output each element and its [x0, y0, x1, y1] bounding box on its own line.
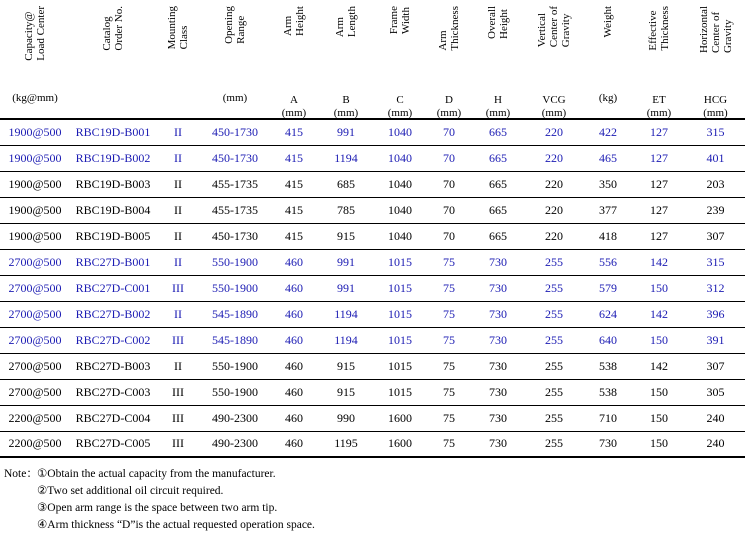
table-cell: III: [172, 332, 184, 347]
table-cell: RBC27D-C005: [75, 436, 151, 451]
header-row: [0, 0, 745, 119]
table-cell: 127: [650, 202, 668, 217]
table-cell: 1600: [388, 410, 412, 425]
table-cell: RBC27D-B001: [75, 254, 151, 269]
table-cell: 127: [650, 176, 668, 191]
table-cell: 665: [489, 202, 507, 217]
table-cell: 203: [706, 176, 725, 191]
table-cell: 255: [545, 358, 563, 373]
column-label: [536, 6, 572, 47]
column-unit-line: (mm): [436, 107, 462, 119]
column-unit: [270, 94, 318, 120]
column-header: [472, 0, 524, 119]
table-cell: 255: [545, 436, 563, 451]
table-cell: 75: [443, 436, 455, 451]
table-cell: 1015: [388, 332, 412, 347]
column-label-line: Effective: [647, 10, 659, 51]
column-label-line: Class: [178, 25, 190, 50]
table-cell: 1015: [388, 254, 412, 269]
table-cell: II: [174, 176, 182, 191]
column-unit: [584, 92, 632, 105]
table-cell: 75: [443, 254, 455, 269]
table-cell: 915: [337, 358, 355, 373]
column-label-line: Width: [400, 7, 412, 35]
table-row: [0, 431, 745, 457]
note-item: ③Open arm range is the space between two arm tip.: [37, 502, 278, 514]
table-cell: 307: [706, 358, 725, 373]
table-cell: 1900@500: [8, 228, 62, 243]
column-unit-line: HCG: [703, 94, 728, 106]
table-cell: 665: [489, 176, 507, 191]
table-cell: 460: [285, 358, 303, 373]
table-cell: 1900@500: [8, 202, 62, 217]
table-cell: 220: [545, 176, 563, 191]
table-row: [0, 327, 745, 353]
table-cell: RBC19D-B004: [75, 202, 151, 217]
table-cell: RBC19D-B001: [75, 124, 151, 139]
column-unit: [524, 94, 584, 120]
column-label-line: Order No.: [113, 6, 125, 51]
table-cell: 710: [599, 410, 617, 425]
column-header: [70, 0, 156, 119]
table-cell: 460: [285, 306, 303, 321]
table-cell: 70: [443, 202, 455, 217]
table-cell: 538: [599, 358, 617, 373]
column-label-line: Weight: [602, 6, 614, 38]
column-header: [200, 0, 270, 119]
table-cell: III: [172, 410, 184, 425]
column-header: [524, 0, 584, 119]
column-label-line: Load Center: [35, 6, 47, 61]
column-label: [223, 6, 247, 44]
table-cell: 545-1890: [212, 332, 258, 347]
table-cell: 396: [706, 306, 725, 321]
table-cell: 991: [337, 254, 355, 269]
table-cell: 127: [650, 150, 668, 165]
table-cell: 75: [443, 410, 455, 425]
table-cell: 455-1735: [212, 176, 258, 191]
table-cell: 460: [285, 280, 303, 295]
column-header: [270, 0, 318, 119]
table-cell: 220: [545, 228, 563, 243]
table-cell: 2700@500: [8, 384, 62, 399]
table-cell: 1015: [388, 280, 412, 295]
column-unit-line: A: [290, 94, 298, 106]
column-unit-line: VCG: [542, 94, 566, 106]
table-row: [0, 249, 745, 275]
table-cell: 75: [443, 358, 455, 373]
table-cell: 550-1900: [212, 280, 258, 295]
table-cell: 240: [706, 410, 725, 425]
table-row: [0, 353, 745, 379]
table-cell: 401: [706, 150, 725, 165]
table-cell: II: [174, 254, 182, 269]
table-cell: 1600: [388, 436, 412, 451]
column-label: [486, 6, 510, 39]
table-cell: RBC27D-C003: [75, 384, 151, 399]
table-cell: III: [172, 280, 184, 295]
table-row: [0, 171, 745, 197]
column-unit-line: (mm): [222, 92, 248, 104]
column-unit: [318, 94, 374, 120]
table-cell: 991: [337, 124, 355, 139]
table-cell: 1194: [334, 306, 358, 321]
table-cell: 1900@500: [8, 124, 62, 139]
table-cell: 730: [489, 410, 507, 425]
table-cell: 255: [545, 332, 563, 347]
column-header: [156, 0, 200, 119]
table-cell: 990: [337, 410, 355, 425]
column-label-line: Gravity: [560, 13, 572, 48]
table-cell: 915: [337, 228, 355, 243]
table-cell: 75: [443, 384, 455, 399]
table-cell: 2200@500: [8, 410, 62, 425]
table-cell: 785: [337, 202, 355, 217]
note-item: ①Obtain the actual capacity from the manufacturer.: [37, 468, 276, 480]
table-cell: 75: [443, 306, 455, 321]
column-label: [282, 6, 306, 36]
column-unit-line: C: [396, 94, 404, 106]
table-row: [0, 119, 745, 145]
notes: [4, 466, 315, 534]
column-header: [584, 0, 632, 119]
table-row: [0, 197, 745, 223]
column-unit-line: (mm): [281, 107, 307, 119]
column-label-line: Vertical: [536, 13, 548, 48]
table-cell: 142: [650, 358, 668, 373]
table-cell: 127: [650, 228, 668, 243]
table-cell: II: [174, 124, 182, 139]
table-cell: 450-1730: [212, 228, 258, 243]
table-row: [0, 145, 745, 171]
column-unit-line: (mm): [703, 107, 728, 119]
table-cell: RBC27D-B003: [75, 358, 151, 373]
table-cell: RBC19D-B002: [75, 150, 151, 165]
table-cell: 538: [599, 384, 617, 399]
table-cell: 2700@500: [8, 254, 62, 269]
table-cell: 255: [545, 384, 563, 399]
column-unit-line: H: [494, 94, 502, 106]
column-header: [374, 0, 426, 119]
table-cell: 640: [599, 332, 617, 347]
table-cell: II: [174, 358, 182, 373]
table-cell: 422: [599, 124, 617, 139]
column-label: [602, 6, 614, 38]
column-unit: [374, 94, 426, 120]
table-cell: 142: [650, 254, 668, 269]
table-cell: 150: [650, 280, 668, 295]
table-cell: 450-1730: [212, 124, 258, 139]
table-body: [0, 119, 745, 457]
table-cell: 70: [443, 124, 455, 139]
table-cell: 220: [545, 150, 563, 165]
column-unit: [632, 94, 686, 120]
table-cell: 685: [337, 176, 355, 191]
table-cell: 391: [706, 332, 725, 347]
column-unit: [686, 94, 745, 120]
table-cell: 415: [285, 124, 303, 139]
table-cell: 255: [545, 410, 563, 425]
note-item: ②Two set additional oil circuit required.: [37, 485, 224, 497]
table-cell: 1040: [388, 150, 412, 165]
table-cell: 142: [650, 306, 668, 321]
table-cell: 460: [285, 332, 303, 347]
table-cell: 550-1900: [212, 358, 258, 373]
table-cell: RBC27D-C002: [75, 332, 151, 347]
table-cell: 1015: [388, 306, 412, 321]
table-cell: 1040: [388, 228, 412, 243]
column-label-line: Arm: [437, 30, 449, 51]
table-cell: 2700@500: [8, 358, 62, 373]
table-cell: 127: [650, 124, 668, 139]
table-cell: 150: [650, 436, 668, 451]
column-unit: [472, 94, 524, 120]
table-cell: 730: [489, 436, 507, 451]
column-label: [23, 6, 47, 61]
table-cell: 75: [443, 332, 455, 347]
column-label-line: Height: [294, 6, 306, 36]
table-cell: 730: [489, 254, 507, 269]
table-cell: 220: [545, 124, 563, 139]
table-cell: III: [172, 384, 184, 399]
table-cell: 1040: [388, 176, 412, 191]
table-cell: 255: [545, 254, 563, 269]
column-label: [334, 6, 358, 37]
column-label-line: Center of: [548, 6, 560, 48]
table-row: [0, 405, 745, 431]
table-cell: 1015: [388, 358, 412, 373]
table-cell: II: [174, 150, 182, 165]
table-cell: II: [174, 306, 182, 321]
table-cell: 579: [599, 280, 617, 295]
column-unit-line: (mm): [646, 107, 672, 119]
column-unit: [426, 94, 472, 120]
table-cell: 2700@500: [8, 280, 62, 295]
table-cell: RBC19D-B005: [75, 228, 151, 243]
column-label-line: Frame: [388, 6, 400, 35]
table-row: [0, 223, 745, 249]
table-cell: 490-2300: [212, 410, 258, 425]
column-unit: [200, 92, 270, 105]
table-cell: 305: [706, 384, 725, 399]
column-label-line: Horizontal: [697, 6, 710, 54]
table-cell: 2700@500: [8, 306, 62, 321]
table-cell: 315: [706, 254, 725, 269]
column-label-line: Overall: [486, 6, 498, 39]
table-cell: 1040: [388, 124, 412, 139]
column-label: [166, 6, 190, 49]
table-cell: II: [174, 228, 182, 243]
table-cell: 307: [706, 228, 725, 243]
table-cell: 730: [599, 436, 617, 451]
column-label: [647, 6, 671, 51]
table-cell: 418: [599, 228, 617, 243]
table-cell: 665: [489, 150, 507, 165]
table-cell: 730: [489, 306, 507, 321]
column-header: [318, 0, 374, 119]
table-cell: RBC27D-C004: [75, 410, 151, 425]
table-cell: 377: [599, 202, 617, 217]
table-cell: 556: [599, 254, 617, 269]
table-cell: 415: [285, 150, 303, 165]
table-cell: 490-2300: [212, 436, 258, 451]
table-cell: 455-1735: [212, 202, 258, 217]
table-cell: 665: [489, 228, 507, 243]
table-cell: 665: [489, 124, 507, 139]
column-unit-line: (kg): [598, 92, 618, 104]
column-label: [101, 6, 125, 51]
column-label-line: Center of: [709, 11, 722, 54]
table-cell: 915: [337, 384, 355, 399]
column-label-line: Gravity: [721, 19, 734, 54]
table-cell: 1900@500: [8, 176, 62, 191]
table-row: [0, 301, 745, 327]
table-cell: 1900@500: [8, 150, 62, 165]
table-cell: 415: [285, 176, 303, 191]
table-cell: 255: [545, 280, 563, 295]
table-cell: 1194: [334, 332, 358, 347]
table-cell: 1015: [388, 384, 412, 399]
table-cell: RBC19D-B003: [75, 176, 151, 191]
column-unit-line: B: [342, 94, 350, 106]
table-cell: 550-1900: [212, 254, 258, 269]
table-cell: 624: [599, 306, 617, 321]
table-cell: 2200@500: [8, 436, 62, 451]
table-cell: RBC27D-C001: [75, 280, 151, 295]
table-cell: 75: [443, 280, 455, 295]
table-cell: 460: [285, 384, 303, 399]
column-label: [437, 6, 461, 51]
column-unit-line: ET: [652, 94, 666, 106]
column-label-line: Thickness: [659, 6, 671, 51]
column-unit-line: D: [445, 94, 453, 106]
column-header: [686, 0, 745, 119]
table-cell: 460: [285, 410, 303, 425]
table-row: [0, 379, 745, 405]
column-label-line: Thickness: [449, 6, 461, 51]
column-label-line: Catalog: [101, 16, 113, 51]
column-unit: [0, 92, 70, 105]
table-cell: 150: [650, 410, 668, 425]
table-cell: 460: [285, 254, 303, 269]
column-label-line: Range: [235, 15, 247, 44]
column-label-line: Length: [346, 6, 358, 38]
table-cell: RBC27D-B002: [75, 306, 151, 321]
table-cell: 450-1730: [212, 150, 258, 165]
table-cell: 150: [650, 332, 668, 347]
table-cell: 1194: [334, 150, 358, 165]
table-cell: 240: [706, 436, 725, 451]
table-cell: 1040: [388, 202, 412, 217]
table-cell: 1195: [334, 436, 358, 451]
table-cell: III: [172, 436, 184, 451]
table-cell: 730: [489, 280, 507, 295]
table-row: [0, 275, 745, 301]
column-label-line: Mounting: [166, 6, 178, 50]
column-label: [698, 6, 734, 53]
table-cell: 255: [545, 306, 563, 321]
note-item: ④Arm thickness “D”is the actual requested operation space.: [37, 519, 315, 531]
column-header: [426, 0, 472, 119]
column-unit-line: (mm): [541, 107, 567, 119]
column-label-line: Capacity@: [23, 11, 35, 61]
table-cell: 460: [285, 436, 303, 451]
column-unit-line: (mm): [387, 107, 413, 119]
table-cell: 220: [545, 202, 563, 217]
table-cell: 70: [443, 228, 455, 243]
column-label-line: Height: [498, 9, 510, 39]
table-cell: 2700@500: [8, 332, 62, 347]
table-cell: 730: [489, 332, 507, 347]
table-cell: 730: [489, 384, 507, 399]
table-cell: II: [174, 202, 182, 217]
table-cell: 312: [706, 280, 725, 295]
table-cell: 350: [599, 176, 617, 191]
table-cell: 239: [706, 202, 725, 217]
table-cell: 70: [443, 150, 455, 165]
table-cell: 415: [285, 202, 303, 217]
table-cell: 415: [285, 228, 303, 243]
column-unit-line: (mm): [333, 107, 359, 119]
column-label-line: Opening: [223, 6, 235, 44]
column-header: [0, 0, 70, 119]
column-label-line: Arm: [334, 17, 346, 38]
column-label-line: Arm: [282, 15, 294, 36]
table-cell: 150: [650, 384, 668, 399]
table-cell: 550-1900: [212, 384, 258, 399]
column-unit-line: (mm): [485, 107, 511, 119]
column-label: [388, 6, 412, 34]
column-header: [632, 0, 686, 119]
table-cell: 465: [599, 150, 617, 165]
table-cell: 315: [706, 124, 725, 139]
table-cell: 545-1890: [212, 306, 258, 321]
table-cell: 730: [489, 358, 507, 373]
table-cell: 991: [337, 280, 355, 295]
table-cell: 70: [443, 176, 455, 191]
note-lead: Note：: [4, 468, 38, 480]
column-unit-line: (kg@mm): [12, 92, 58, 104]
